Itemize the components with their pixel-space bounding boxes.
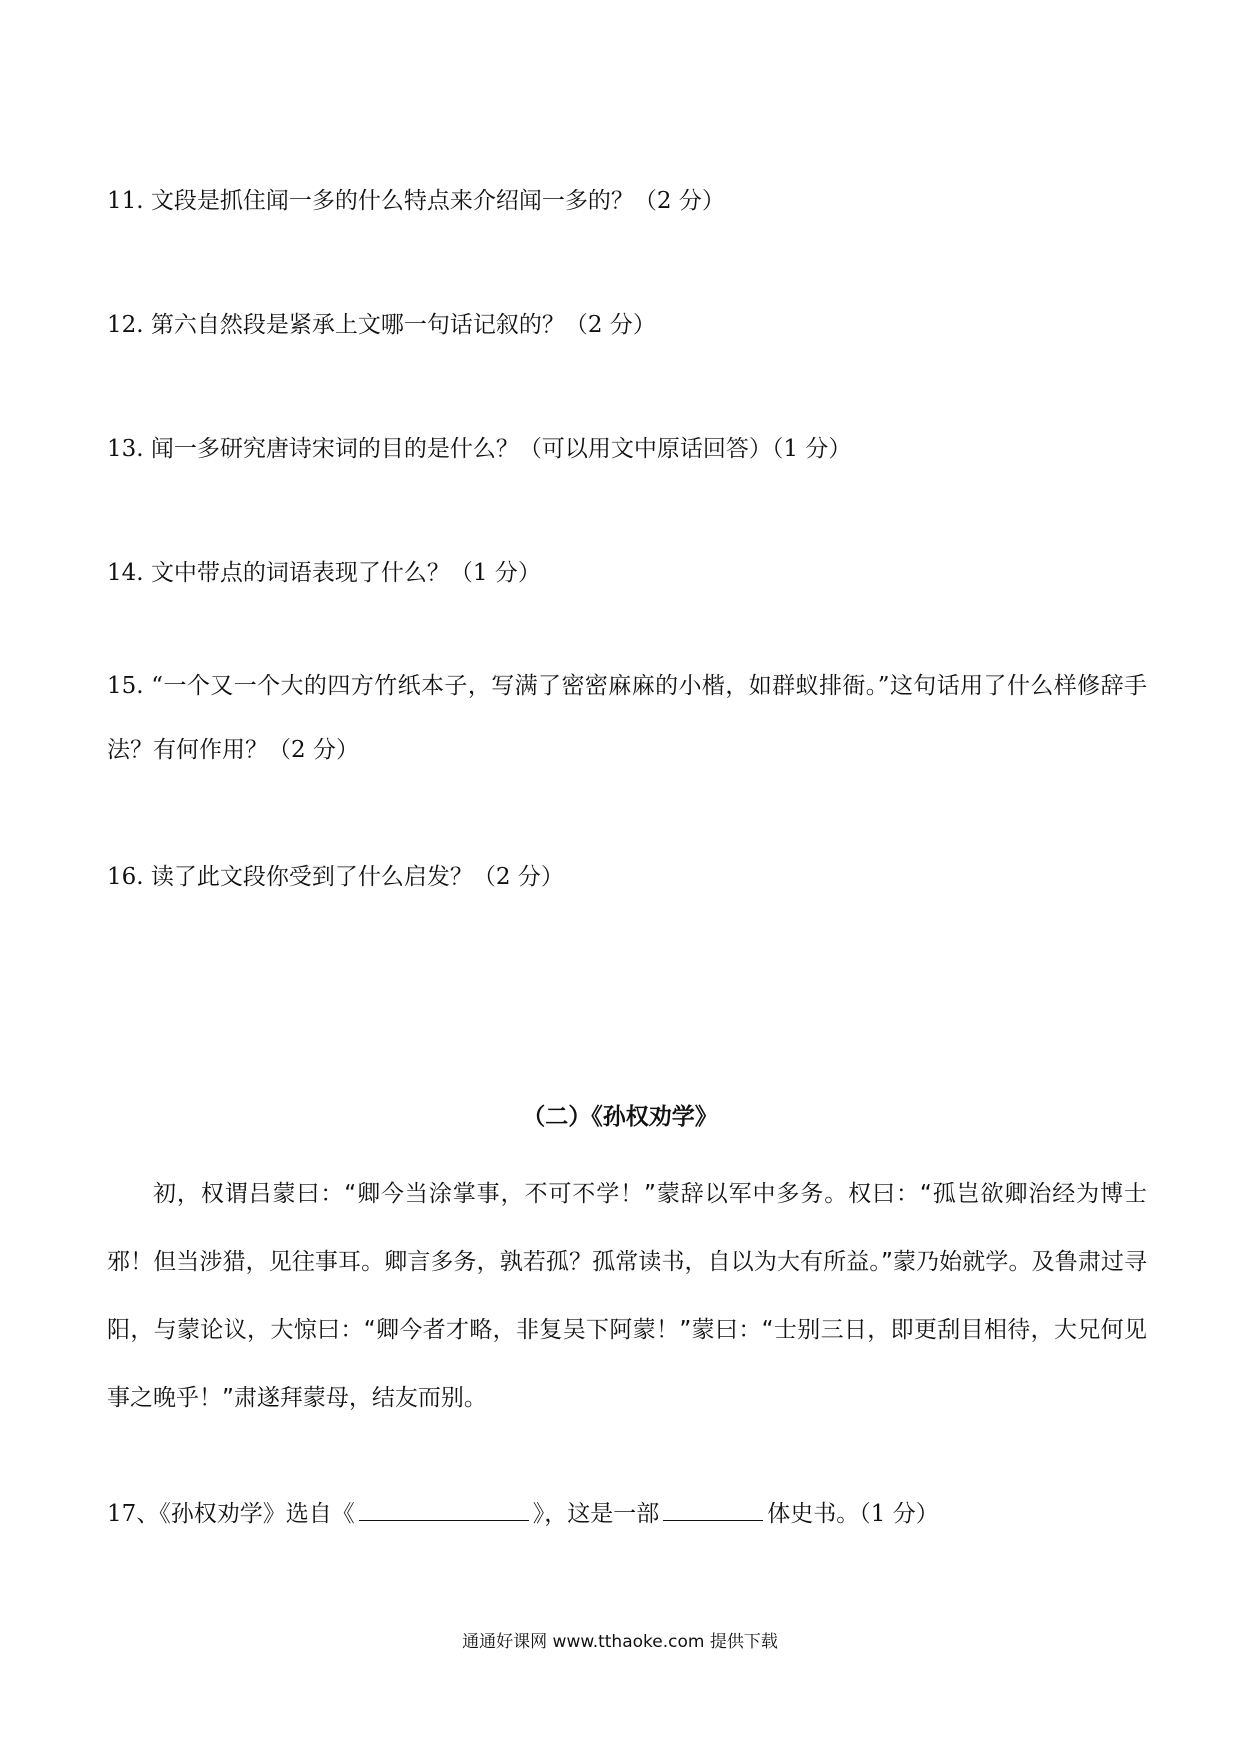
section-title: （二）《孙权劝学》: [522, 1104, 718, 1130]
question-12: 12. 第六自然段是紧承上文哪一句话记叙的？（2 分）: [107, 312, 656, 338]
page-footer: 通通好课网 www.tthaoke.com 提供下载: [462, 1632, 778, 1652]
answer-blank-genre[interactable]: [663, 1498, 763, 1521]
classical-passage: 初，权谓吕蒙曰：“卿今当涂掌事，不可不学！”蒙辞以军中多务。权曰：“孤岂欲卿治经为博士邪！但当涉猎，见往事耳。卿言多务，孰若孤？孤常读书，自以为大有所益。”蒙乃始就学。及鲁肃过寻阳，与蒙论议，大惊曰：“卿今者才略，非复吴下阿蒙！”蒙曰：“士别三日，即更刮目相待，大兄何见事之晚乎！”肃遂拜蒙母，结友而别。: [107, 1181, 1147, 1411]
question-17-part1: 17、《孙权劝学》选自《: [107, 1501, 355, 1527]
answer-blank-source-book[interactable]: [359, 1498, 529, 1521]
question-15: 15. “一个又一个大的四方竹纸本子，写满了密密麻麻的小楷，如群蚁排衙。”这句话用了什么样修辞手法？有何作用？（2 分）: [107, 673, 1147, 763]
question-16: 16. 读了此文段你受到了什么启发？（2 分）: [107, 864, 564, 890]
question-17-part2: 》，这是一部: [532, 1501, 660, 1527]
question-17-part3: 体史书。（1 分）: [767, 1501, 939, 1527]
question-14: 14. 文中带点的词语表现了什么？（1 分）: [107, 560, 541, 586]
question-13: 13. 闻一多研究唐诗宋词的目的是什么？（可以用文中原话回答）（1 分）: [107, 436, 852, 462]
question-17: [107, 1498, 939, 1526]
question-11: 11. 文段是抓住闻一多的什么特点来介绍闻一多的？（2 分）: [107, 188, 725, 214]
